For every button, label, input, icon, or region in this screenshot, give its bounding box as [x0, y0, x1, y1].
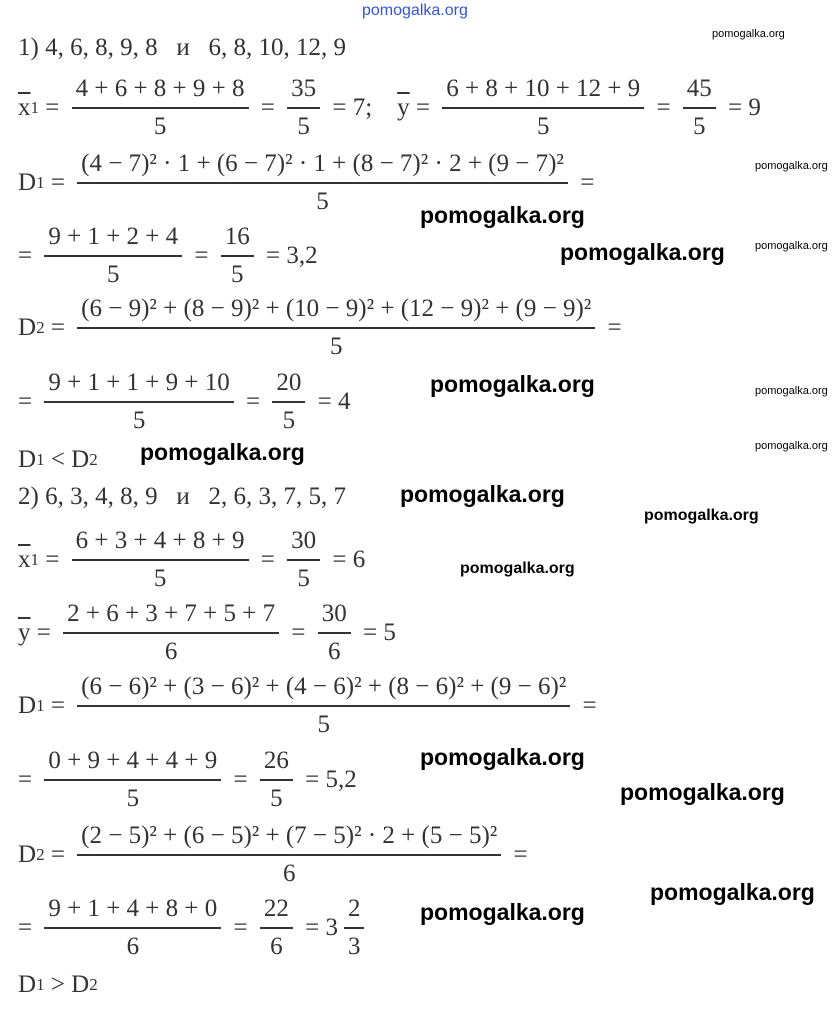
- denominator: 6: [270, 932, 283, 960]
- numerator: 30: [321, 600, 347, 628]
- fraction: [287, 75, 320, 141]
- fraction: [72, 527, 249, 593]
- equation-line: [18, 815, 528, 895]
- fraction: [344, 895, 365, 961]
- denominator: 5: [297, 564, 310, 592]
- equation-line: [18, 593, 396, 673]
- math-text: D: [18, 971, 37, 998]
- equation-line: [18, 288, 622, 368]
- math-text: =: [573, 169, 595, 196]
- math-text: =: [18, 914, 39, 941]
- denominator: 6: [164, 637, 178, 665]
- watermark-text: pomogalka.org: [755, 385, 828, 397]
- math-text: =: [239, 388, 267, 415]
- numerator: 2: [347, 895, 361, 923]
- math-text: =: [601, 314, 622, 341]
- math-text: = 6: [326, 546, 366, 573]
- denominator: 5: [316, 187, 329, 215]
- math-text: = 9: [721, 94, 761, 121]
- math-text: =: [227, 766, 254, 793]
- fraction: [221, 223, 254, 289]
- denominator: 5: [132, 406, 146, 434]
- denominator: 6: [282, 859, 296, 887]
- numerator: (2 − 5)² + (6 − 5)² + (7 − 5)² · 2 + (5 − 5)²: [81, 822, 498, 850]
- watermark-text: pomogalka.org: [650, 879, 815, 905]
- watermark-text: pomogalka.org: [560, 239, 725, 265]
- math-text: = 3,2: [259, 242, 318, 269]
- numerator: 30: [291, 527, 317, 555]
- numerator: 9 + 1 + 2 + 4: [48, 223, 179, 251]
- equation-line: [18, 68, 761, 148]
- numerator: (6 − 9)² + (8 − 9)² + (10 − 9)² + (12 − 9)² + (9 − 9)²: [81, 295, 592, 323]
- math-text: D: [18, 692, 37, 719]
- math-text: =: [576, 692, 597, 719]
- math-text: =: [44, 692, 72, 719]
- watermark-text: pomogalka.org: [420, 899, 585, 925]
- math-text: =: [227, 914, 254, 941]
- numerator: 35: [291, 75, 317, 103]
- math-text: < D: [44, 446, 90, 473]
- equation-line: [18, 740, 357, 820]
- subscript: 1: [36, 975, 45, 994]
- math-text: =: [18, 242, 39, 269]
- watermark-text: pomogalka.org: [712, 28, 785, 40]
- equation-line: [18, 666, 597, 746]
- subscript: 1: [30, 98, 39, 117]
- mean-symbol: $\overline{y}$: [18, 619, 31, 646]
- denominator: 5: [693, 112, 706, 140]
- subscript: 2: [36, 845, 45, 864]
- numerator: 4 + 6 + 8 + 9 + 8: [75, 75, 245, 103]
- denominator: 5: [153, 564, 167, 592]
- mean-symbol: $\overline{y}$: [397, 94, 410, 121]
- fraction: [272, 369, 305, 435]
- math-text: =: [254, 546, 282, 573]
- equation-line: [18, 216, 318, 296]
- watermark-text: pomogalka.org: [400, 481, 565, 507]
- numerator: 9 + 1 + 4 + 8 + 0: [48, 895, 218, 923]
- numerator: 22: [263, 895, 289, 923]
- math-text: =: [188, 242, 215, 269]
- fraction: [260, 747, 293, 813]
- math-text: D: [18, 169, 37, 196]
- denominator: 5: [153, 112, 167, 140]
- denominator: 5: [329, 332, 343, 360]
- numerator: 45: [686, 75, 712, 103]
- math-text: =: [18, 388, 39, 415]
- subscript: 1: [36, 696, 45, 715]
- fraction: [63, 600, 279, 666]
- subscript: 1: [36, 450, 45, 469]
- denominator: 5: [317, 710, 330, 738]
- fraction: [318, 600, 351, 666]
- math-text: > D: [44, 971, 90, 998]
- numerator: 0 + 9 + 4 + 4 + 9: [48, 747, 218, 775]
- watermark-text: pomogalka.org: [755, 440, 828, 452]
- math-text: D: [18, 841, 37, 868]
- watermark-text: pomogalka.org: [644, 507, 759, 524]
- numerator: 9 + 1 + 1 + 9 + 10: [48, 369, 230, 397]
- watermark-text: pomogalka.org: [420, 744, 585, 770]
- math-text: =: [18, 766, 39, 793]
- numerator: 16: [224, 223, 250, 251]
- watermark-text: pomogalka.org: [430, 371, 595, 397]
- math-text: =: [30, 619, 58, 646]
- math-text: = 5: [356, 619, 396, 646]
- fraction: [77, 822, 501, 888]
- subscript: 1: [30, 550, 39, 569]
- subscript: 2: [36, 318, 45, 337]
- fraction: [44, 747, 221, 813]
- watermark-text: pomogalka.org: [460, 560, 575, 577]
- fraction: [287, 527, 320, 593]
- fraction: [260, 895, 293, 961]
- fraction: [44, 223, 182, 289]
- numerator: 26: [263, 747, 289, 775]
- denominator: 5: [231, 260, 244, 288]
- numerator: 6 + 8 + 10 + 12 + 9: [446, 75, 641, 103]
- math-text: =: [44, 169, 72, 196]
- math-text: =: [254, 94, 282, 121]
- numerator: (6 − 6)² + (3 − 6)² + (4 − 6)² + (8 − 6)² + (9 − 6)²: [81, 673, 567, 701]
- math-text: =: [650, 94, 677, 121]
- watermark-text: pomogalka.org: [755, 160, 828, 172]
- math-text: = 7;: [326, 94, 398, 121]
- math-text: =: [285, 619, 312, 646]
- math-text: = 3: [298, 914, 338, 941]
- watermark-text: pomogalka.org: [140, 439, 305, 465]
- mean-symbol: $\overline{x}$: [18, 94, 31, 121]
- numerator: (4 − 7)² · 1 + (6 − 7)² · 1 + (8 − 7)² · 2 + (9 − 7)²: [81, 150, 564, 178]
- numerator: 2 + 6 + 3 + 7 + 5 + 7: [67, 600, 276, 628]
- denominator: 5: [270, 784, 283, 812]
- subscript: 2: [89, 975, 98, 994]
- denominator: 6: [126, 932, 140, 960]
- subscript: 1: [36, 173, 45, 192]
- denominator: 5: [536, 112, 550, 140]
- fraction: [77, 673, 570, 739]
- math-text: D: [18, 314, 37, 341]
- watermark-text: pomogalka.org: [755, 240, 828, 252]
- math-text: =: [39, 546, 66, 573]
- fraction: [77, 295, 595, 361]
- math-text: =: [39, 94, 66, 121]
- denominator: 5: [282, 406, 296, 434]
- header-watermark-link[interactable]: pomogalka.org: [362, 2, 468, 19]
- mean-symbol: $\overline{x}$: [18, 546, 31, 573]
- math-text: = 5,2: [298, 766, 357, 793]
- math-text: =: [409, 94, 437, 121]
- fraction: [72, 75, 249, 141]
- math-text: = 4: [311, 388, 351, 415]
- fraction: [683, 75, 716, 141]
- fraction: [442, 75, 644, 141]
- math-text: 1) 4, 6, 8, 9, 8 и 6, 8, 10, 12, 9: [18, 34, 346, 61]
- math-text: 2) 6, 3, 4, 8, 9 и 2, 6, 3, 7, 5, 7: [18, 483, 346, 510]
- denominator: 5: [107, 260, 120, 288]
- watermark-text: pomogalka.org: [420, 202, 585, 228]
- equation-line: [18, 520, 365, 600]
- math-text: =: [44, 314, 72, 341]
- math-text: D: [18, 446, 37, 473]
- math-text: =: [44, 841, 72, 868]
- denominator: 5: [126, 784, 140, 812]
- denominator: 5: [297, 112, 310, 140]
- math-text: =: [507, 841, 528, 868]
- watermark-text: pomogalka.org: [620, 779, 785, 805]
- equation-line: [18, 945, 98, 1011]
- denominator: 6: [327, 637, 341, 665]
- denominator: 3: [347, 932, 361, 960]
- numerator: 6 + 3 + 4 + 8 + 9: [75, 527, 245, 555]
- numerator: 20: [276, 369, 302, 397]
- subscript: 2: [89, 450, 98, 469]
